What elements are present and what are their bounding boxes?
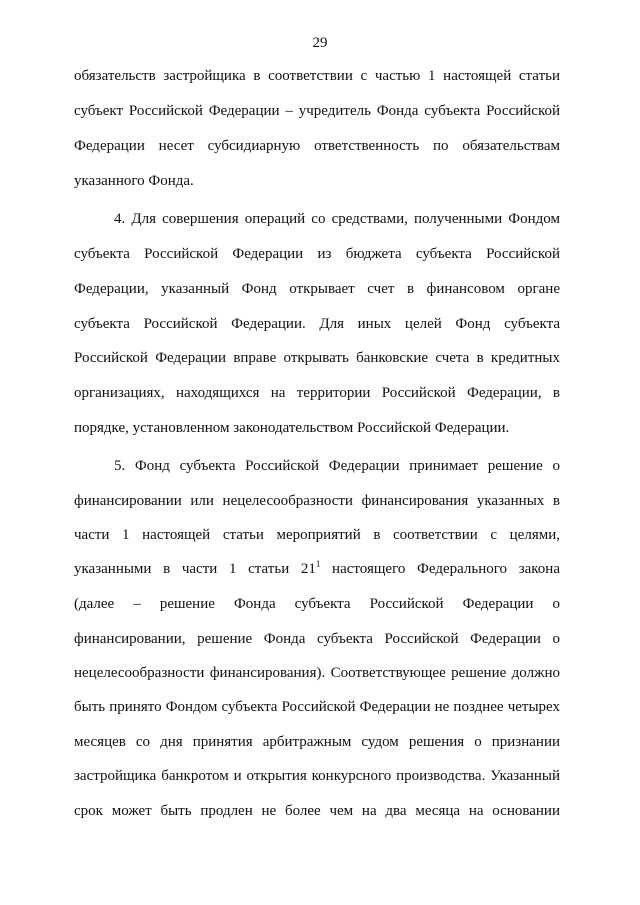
superscript: 1 [315,559,321,569]
text-line: месяцев со дня принятия арбитражным судом решения о признании [74,734,560,750]
text-line: обязательств застройщика в соответствии с частью 1 настоящей статьи [74,68,560,84]
text-line: финансировании или нецелесообразности финансирования указанных в [74,493,560,509]
text-line: указанного Фонда. [74,173,194,189]
text-line: субъект Российской Федерации – учредитель Фонда субъекта Российской [74,103,560,119]
text-line: части 1 настоящей статьи мероприятий в соответствии с целями, [74,527,560,543]
text-line: Российской Федерации вправе открывать банковские счета в кредитных [74,350,560,366]
text-fragment: указанными в части 1 статьи 21 [74,561,316,577]
text-line [74,559,560,579]
text-line: организациях, находящихся на территории Российской Федерации, в [74,385,560,401]
text-line: Федерации несет субсидиарную ответственность по обязательствам [74,138,560,154]
text-line: порядке, установленном законодательством Российской Федерации. [74,420,510,436]
page-number: 29 [312,35,328,51]
text-line: финансировании, решение Фонда субъекта Российской Федерации о [74,631,560,647]
text-line: нецелесообразности финансирования). Соответствующее решение должно [74,665,560,681]
text-fragment: настоящего Федерального закона [320,561,560,577]
text-line: 5. Фонд субъекта Российской Федерации принимает решение о [114,458,560,474]
text-line: Федерации, указанный Фонд открывает счет в финансовом органе [74,281,560,297]
text-line: срок может быть продлен не более чем на два месяца на основании [74,803,560,819]
text-line: быть принято Фондом субъекта Российской Федерации не позднее четырех [74,699,560,715]
text-line: 4. Для совершения операций со средствами, полученными Фондом [114,211,560,227]
text-line: субъекта Российской Федерации. Для иных целей Фонд субъекта [74,316,560,332]
text-line: (далее – решение Фонда субъекта Российской Федерации о [74,596,560,612]
text-line: застройщика банкротом и открытия конкурсного производства. Указанный [74,768,560,784]
text-line: субъекта Российской Федерации из бюджета субъекта Российской [74,246,560,262]
